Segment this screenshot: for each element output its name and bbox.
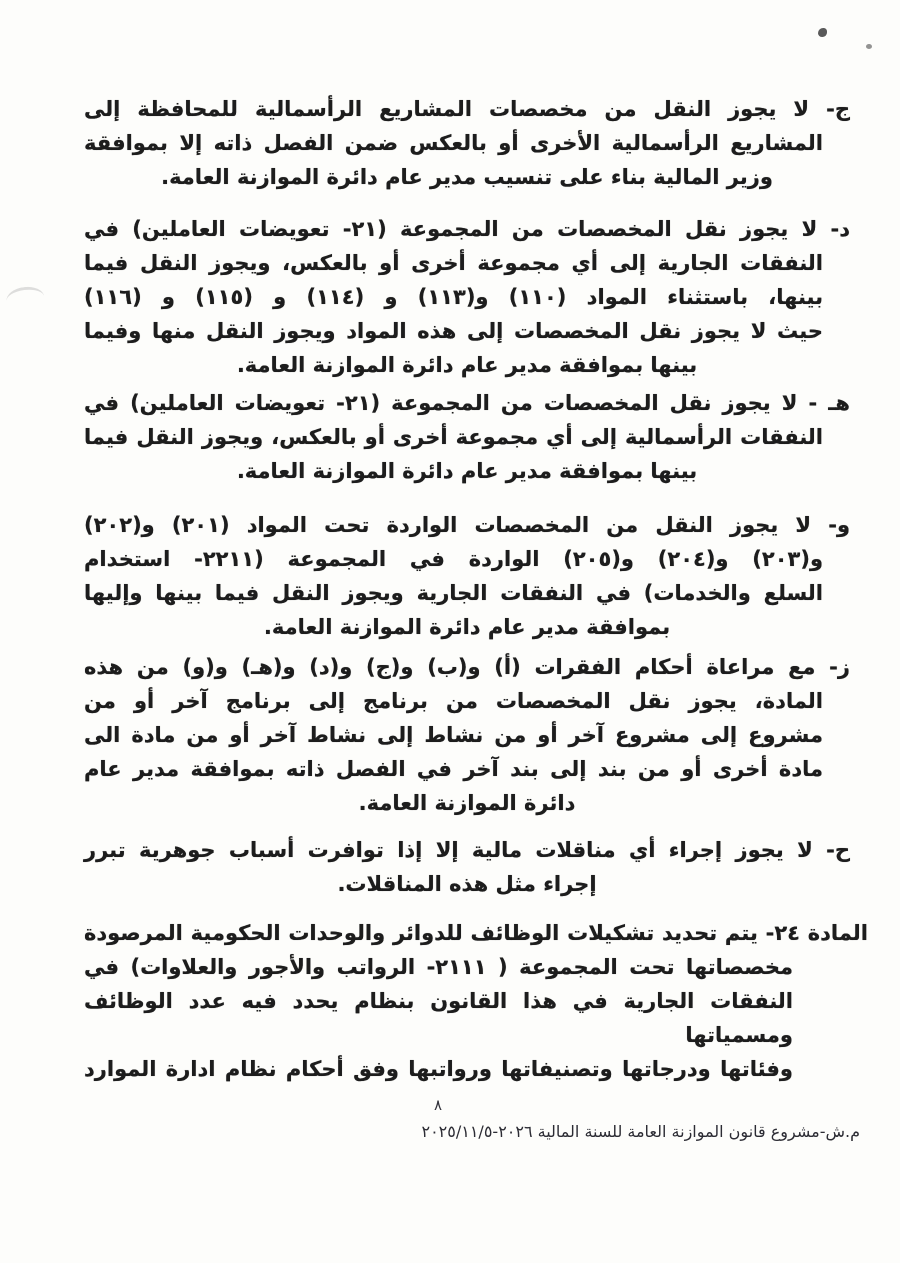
- text-line: النفقات الرأسمالية إلى أي مجموعة أخرى أو بالعكس، ويجوز النقل فيما: [84, 425, 823, 449]
- text-line: دائرة الموازنة العامة.: [358, 791, 576, 815]
- text-line: النفقات الجارية إلى أي مجموعة أخرى أو بالعكس، ويجوز النقل فيما: [84, 251, 823, 275]
- footer-note: م.ش-مشروع قانون الموازنة العامة للسنة المالية ٢٠٢٦-٢٠٢٥/١١/٥: [421, 1122, 860, 1141]
- text-line: السلع والخدمات) في النفقات الجارية ويجوز النقل فيما بينها وإليها: [84, 581, 823, 605]
- text-line: مشروع إلى مشروع آخر أو من نشاط إلى نشاط آخر أو من مادة الى: [84, 723, 823, 747]
- text-line: و- لا يجوز النقل من المخصصات الواردة تحت المواد (٢٠١) و(٢٠٢): [84, 513, 851, 537]
- text-line: ز- مع مراعاة أحكام الفقرات (أ) و(ب) و(ج) و(د) و(هـ) و(و) من هذه: [84, 655, 850, 679]
- clause-jeem: [84, 92, 850, 194]
- document-body: [84, 92, 868, 1086]
- text-line: و(٢٠٣) و(٢٠٤) و(٢٠٥) الواردة في المجموعة (٢٢١١- استخدام: [84, 547, 823, 571]
- text-line: هـ - لا يجوز نقل المخصصات من المجموعة (٢١- تعويضات العاملين) في: [84, 391, 850, 415]
- text-line: بموافقة مدير عام دائرة الموازنة العامة.: [263, 615, 671, 639]
- text-line: إجراء مثل هذه المناقلات.: [337, 872, 597, 896]
- text-line: مخصصاتها تحت المجموعة ( ٢١١١- الرواتب والأجور والعلاوات) في: [84, 955, 793, 979]
- ink-speck: [818, 28, 827, 37]
- text-line: مادة أخرى أو من بند إلى بند آخر في الفصل ذاته بموافقة مدير عام: [84, 757, 823, 781]
- ink-speck: [866, 44, 872, 49]
- text-line: د- لا يجوز نقل المخصصات من المجموعة (٢١- تعويضات العاملين) في: [84, 217, 850, 241]
- clause-waw: [84, 508, 850, 644]
- text-line: حيث لا يجوز نقل المخصصات إلى هذه المواد ويجوز النقل منها وفيما: [84, 319, 823, 343]
- text-line: بينها، باستثناء المواد (١١٠) و(١١٣) و (١١٤) و (١١٥) و (١١٦): [84, 285, 824, 309]
- article-24-paragraph: [84, 916, 868, 1086]
- text-line: المادة، يجوز نقل المخصصات من برنامج إلى برنامج آخر أو من: [84, 689, 823, 713]
- clause-hha: [84, 833, 850, 901]
- text-line: بينها بموافقة مدير عام دائرة الموازنة العامة.: [236, 353, 698, 377]
- text-line: المشاريع الرأسمالية الأخرى أو بالعكس ضمن الفصل ذاته إلا بموافقة: [84, 131, 823, 155]
- clause-haa: [84, 386, 850, 488]
- text-line: وفئاتها ودرجاتها وتصنيفاتها ورواتبها وفق أحكام نظام ادارة الموارد: [84, 1057, 793, 1081]
- text-line: المادة ٢٤- يتم تحديد تشكيلات الوظائف للدوائر والوحدات الحكومية المرصودة: [84, 921, 868, 945]
- text-line: وزير المالية بناء على تنسيب مدير عام دائرة الموازنة العامة.: [161, 165, 773, 189]
- text-line: النفقات الجارية في هذا القانون بنظام يحدد فيه عدد الوظائف ومسمياتها: [84, 989, 793, 1047]
- text-line: ج- لا يجوز النقل من مخصصات المشاريع الرأسمالية للمحافظة إلى: [84, 97, 850, 121]
- clause-dal: [84, 212, 850, 382]
- page-number: ٨: [434, 1096, 443, 1114]
- text-line: بينها بموافقة مدير عام دائرة الموازنة العامة.: [236, 459, 698, 483]
- pencil-smudge: [5, 285, 45, 307]
- text-line: ح- لا يجوز إجراء أي مناقلات مالية إلا إذا توافرت أسباب جوهرية تبرر: [84, 838, 850, 862]
- clause-zay: [84, 650, 850, 820]
